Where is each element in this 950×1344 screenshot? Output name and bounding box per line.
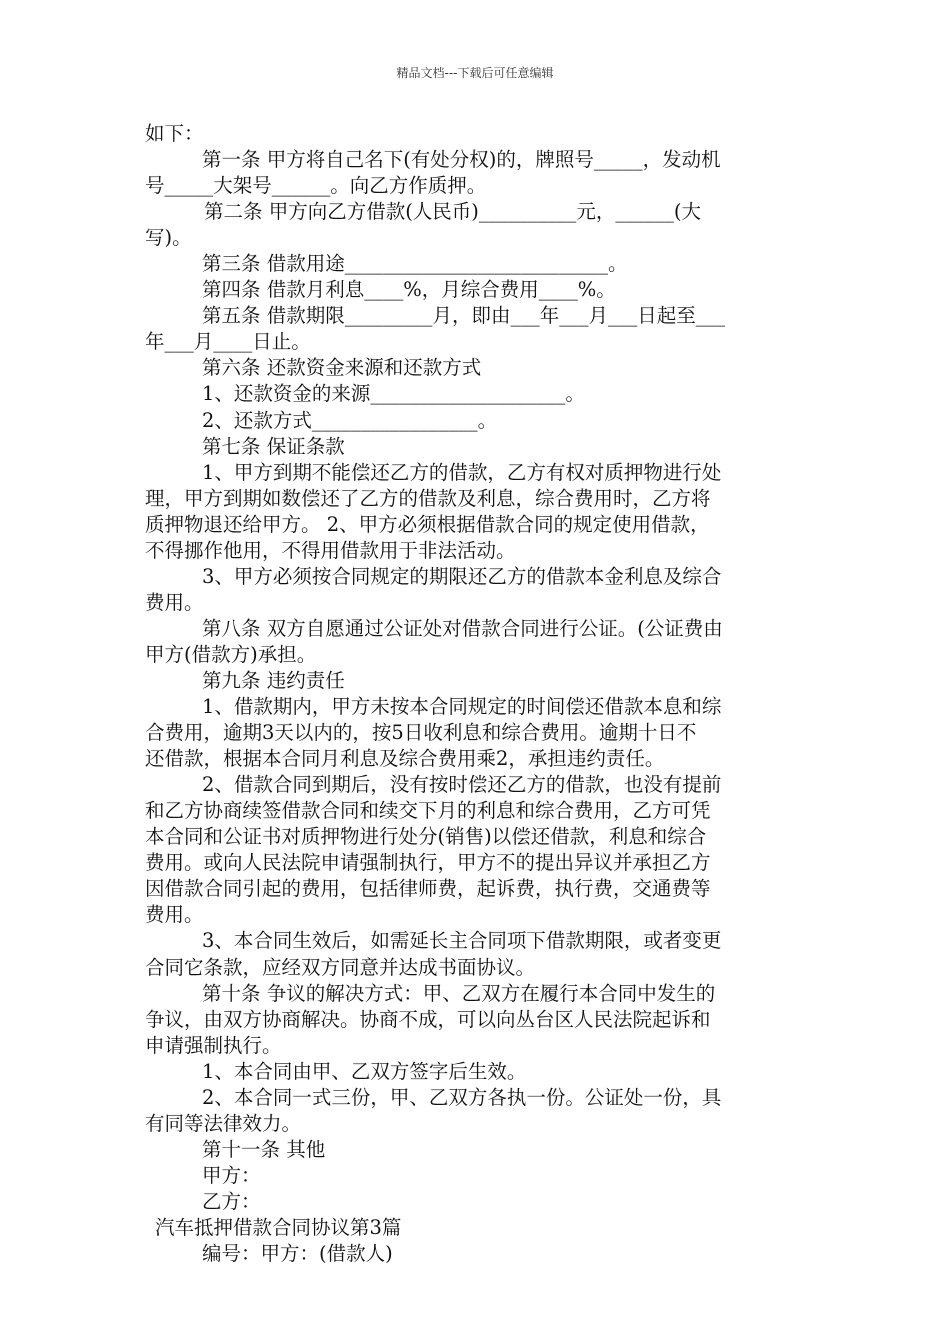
text-line: 1、还款资金的来源____________________。 — [202, 382, 585, 406]
clause-10: 第十条 争议的解决方式：甲、乙双方在履行本合同中发生的 — [202, 981, 716, 1005]
text-line: 写)。 — [145, 226, 192, 250]
clause-6: 第六条 还款资金来源和还款方式 — [202, 356, 482, 380]
page-header: 精品文档---下载后可任意编辑 — [396, 66, 554, 80]
section-title: 汽车抵押借款合同协议第3篇 — [155, 1215, 402, 1239]
clause-11: 第十一条 其他 — [202, 1137, 326, 1161]
text-line: 号_____大架号______。向乙方作质押。 — [145, 174, 487, 198]
text-line: 2、借款合同到期后，没有按时偿还乙方的借款，也没有提前 — [202, 773, 722, 797]
clause-8: 第八条 双方自愿通过公证处对借款合同进行公证。(公证费由 — [202, 616, 723, 640]
clause-9: 第九条 违约责任 — [202, 668, 345, 692]
clause-3: 第三条 借款用途___________________________。 — [202, 252, 628, 276]
text-line: 合费用，逾期3天以内的，按5日收利息和综合费用。逾期十日不 — [145, 721, 697, 745]
text-line: 理，甲方到期如数偿还了乙方的借款及利息，综合费用时，乙方将 — [145, 486, 711, 510]
text-line: 年___月____日止。 — [145, 330, 311, 354]
text-line: 本合同和公证书对质押物进行处分(销售)以偿还借款，利息和综合 — [145, 825, 707, 849]
clause-4: 第四条 借款月利息____%，月综合费用____%。 — [202, 278, 616, 302]
party-a-signature: 甲方： — [202, 1163, 261, 1187]
text-line: 和乙方协商续签借款合同和续交下月的利息和综合费用，乙方可凭 — [145, 799, 711, 823]
text-line: 1、借款期内，甲方未按本合同规定的时间偿还借款本息和综 — [202, 695, 722, 719]
party-b-signature: 乙方： — [202, 1189, 261, 1213]
clause-7: 第七条 保证条款 — [202, 434, 345, 458]
text-line: 1、本合同由甲、乙双方签字后生效。 — [202, 1059, 527, 1083]
text-line: 还借款，根据本合同月利息及综合费用乘2，承担违约责任。 — [145, 747, 665, 771]
text-line: 因借款合同引起的费用，包括律师费，起诉费，执行费，交通费等 — [145, 877, 711, 901]
text-line: 3、本合同生效后，如需延长主合同项下借款期限，或者变更 — [202, 929, 722, 953]
clause-5: 第五条 借款期限_________月，即由___年___月___日起至___ — [202, 304, 725, 328]
clause-1: 第一条 甲方将自己名下(有处分权)的，牌照号_____，发动机 — [202, 148, 721, 172]
text-line: 3、甲方必须按合同规定的期限还乙方的借款本金利息及综合 — [202, 564, 722, 588]
text-line: 费用。或向人民法院申请强制执行，甲方不的提出异议并承担乙方 — [145, 851, 711, 875]
text-line: 2、还款方式_________________。 — [202, 408, 498, 432]
text-line: 甲方(借款方)承担。 — [145, 642, 317, 666]
text-line: 2、本合同一式三份，甲、乙双方各执一份。公证处一份，具 — [202, 1085, 722, 1109]
text-line: 不得挪作他用，不得用借款用于非法活动。 — [145, 538, 516, 562]
text-line: 1、甲方到期不能偿还乙方的借款，乙方有权对质押物进行处 — [202, 460, 722, 484]
document-body — [145, 121, 807, 1267]
text-line: 争议，由双方协商解决。协商不成，可以向丛台区人民法院起诉和 — [145, 1007, 711, 1031]
text-line: 有同等法律效力。 — [145, 1111, 302, 1135]
text-line: 费用。 — [145, 903, 204, 927]
text-line: 费用。 — [145, 590, 204, 614]
clause-2: 第二条 甲方向乙方借款(人民币)__________元，______(大 — [204, 200, 702, 224]
text-line: 质押物退还给甲方。 2、甲方必须根据借款合同的规定使用借款， — [145, 512, 710, 536]
text-line: 编号：甲方：(借款人) — [202, 1242, 393, 1266]
text-line: 如下： — [145, 122, 204, 145]
text-line: 合同它条款，应经双方同意并达成书面协议。 — [145, 955, 536, 979]
text-line: 申请强制执行。 — [145, 1033, 282, 1057]
